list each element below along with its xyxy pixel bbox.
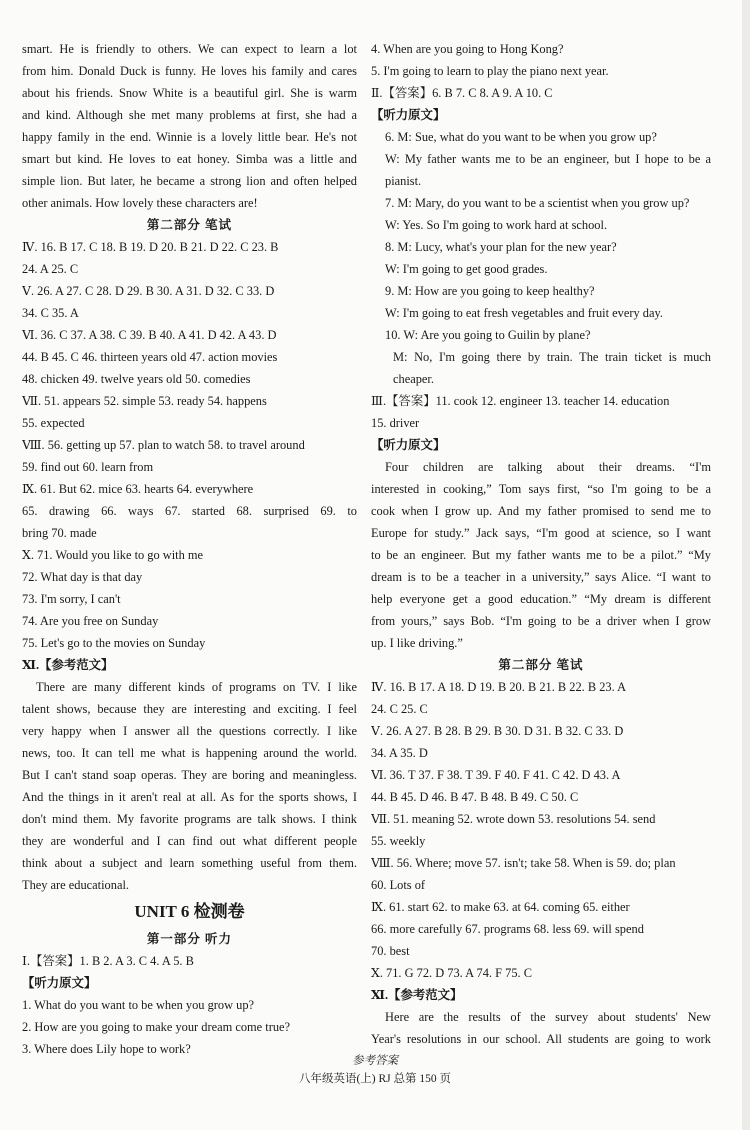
right-text-line: up. I like driving.” (371, 636, 463, 650)
right-text-line: Europe for study.” Jack says, “I'm good at science, so I want (371, 526, 711, 540)
left-text-line: about his friends. Snow White is a beautiful girl. She is warm (22, 86, 357, 100)
left-text-line: think about a subject and learn something useful from them. (22, 856, 357, 870)
left-text-line: Ⅵ. 36. C 37. A 38. C 39. B 40. A 41. D 42. A 43. D (22, 328, 277, 342)
left-text-line: smart. He is friendly to others. We can expect to learn a lot (22, 42, 357, 56)
right-text-line: 【听力原文】 (371, 438, 446, 452)
left-text-line: UNIT 6 检测卷 (134, 902, 245, 921)
right-text-line: 24. C 25. C (371, 702, 428, 716)
left-text-line: talent shows, because they are interesting and exciting. I feel (22, 702, 357, 716)
right-text-line: 8. M: Lucy, what's your plan for the new year? (385, 240, 617, 254)
left-text-line: 48. chicken 49. twelve years old 50. comedies (22, 372, 251, 386)
right-text-line: help everyone get a good education.” “My dream is different (371, 592, 711, 606)
left-text-line: 55. expected (22, 416, 85, 430)
right-text-line: Ⅶ. 51. meaning 52. wrote down 53. resolutions 54. send (371, 812, 656, 826)
left-column (22, 38, 357, 1060)
right-text-line: pianist. (385, 174, 422, 188)
page-footer (0, 1052, 750, 1088)
right-text-line: cook when I grow up. And my father promised to send me to (371, 504, 711, 518)
left-text-line: happy family in the end. Winnie is a lovely little bear. He's not (22, 130, 357, 144)
right-text-line: Ⅺ.【参考范文】 (371, 988, 463, 1002)
right-text-line: from yours,” says Bob. “I'm going to be a driver when I grow (371, 614, 711, 628)
right-text-line: Ⅸ. 61. start 62. to make 63. at 64. coming 65. either (371, 900, 630, 914)
left-text-line: Ⅳ. 16. B 17. C 18. B 19. D 20. B 21. D 22. C 23. B (22, 240, 279, 254)
right-text-line: 5. I'm going to learn to play the piano next year. (371, 64, 609, 78)
right-text-line: interested in cooking,” Tom says first, “so I'm going to be a (371, 482, 711, 496)
right-text-line: cheaper. (393, 372, 434, 386)
footer-title: 参考答案 (352, 1055, 398, 1067)
right-text-line: Ⅳ. 16. B 17. A 18. D 19. B 20. B 21. B 22. B 23. A (371, 680, 627, 694)
right-text-line: 9. M: How are you going to keep healthy? (385, 284, 595, 298)
right-text-line: 70. best (371, 944, 410, 958)
left-text-line: 44. B 45. C 46. thirteen years old 47. action movies (22, 350, 278, 364)
left-text-line: Ⅰ.【答案】1. B 2. A 3. C 4. A 5. B (22, 954, 194, 968)
left-text-line: Ⅹ. 71. Would you like to go with me (22, 548, 204, 562)
right-text-line: Year's resolutions in our school. All students are going to work (371, 1032, 711, 1046)
left-text-line: 【听力原文】 (22, 976, 97, 990)
page-fold (742, 0, 750, 1130)
right-text-line: 6. M: Sue, what do you want to be when you grow up? (385, 130, 657, 144)
right-text-line: 60. Lots of (371, 878, 426, 892)
right-text-line: 4. When are you going to Hong Kong? (371, 42, 564, 56)
right-text-line: W: My father wants me to be an engineer, but I hope to be a (385, 152, 711, 166)
left-text-line: 34. C 35. A (22, 306, 79, 320)
right-text-line: M: No, I'm going there by train. The train ticket is much (393, 350, 711, 364)
right-text-line: Four children are talking about their dreams. “I'm (385, 460, 711, 474)
left-text-line: news, too. It can tell me what is happening around the world. (22, 746, 357, 760)
right-text-line: W: I'm going to eat fresh vegetables and fruit every day. (385, 306, 663, 320)
left-text-line: and kind. Although she met many problems at first, she had a (22, 108, 357, 122)
left-text-line: 第二部分 笔试 (146, 218, 233, 232)
right-text-line: 7. M: Mary, do you want to be a scientist when you grow up? (385, 196, 690, 210)
right-text-line: W: I'm going to get good grades. (385, 262, 548, 276)
left-text-line: 59. find out 60. learn from (22, 460, 154, 474)
right-text-line: Ⅲ.【答案】11. cook 12. engineer 13. teacher 14. education (371, 394, 670, 408)
footer-page-number: 八年级英语(上) RJ 总第 150 页 (298, 1073, 452, 1085)
left-text-line: bring 70. made (22, 526, 97, 540)
right-text-line: 66. more carefully 67. programs 68. less 69. will spend (371, 922, 644, 936)
left-text-line: other animals. How lovely these characters are! (22, 196, 258, 210)
left-text-line: There are many different kinds of programs on TV. I like (36, 680, 357, 694)
left-text-line: 74. Are you free on Sunday (22, 614, 159, 628)
left-text-line: 75. Let's go to the movies on Sunday (22, 636, 206, 650)
left-text-line: Ⅸ. 61. But 62. mice 63. hearts 64. everywhere (22, 482, 254, 496)
right-text-line: 【听力原文】 (371, 108, 446, 122)
left-text-line: Ⅷ. 56. getting up 57. plan to watch 58. to travel around (22, 438, 305, 452)
right-text-line: to be an engineer. But my father wants me to be a pilot.” “My (371, 548, 711, 562)
left-text-line: 65. drawing 66. ways 67. started 68. surprised 69. to (22, 504, 357, 518)
right-column (371, 38, 711, 1050)
right-text-line: 第二部分 笔试 (498, 658, 584, 672)
left-text-line: Ⅶ. 51. appears 52. simple 53. ready 54. happens (22, 394, 267, 408)
left-text-line: 73. I'm sorry, I can't (22, 592, 121, 606)
left-text-line: from him. Donald Duck is funny. He loves his family and cares (22, 64, 357, 78)
left-text-line: 1. What do you want to be when you grow up? (22, 998, 255, 1012)
left-text-line: 72. What day is that day (22, 570, 143, 584)
left-text-line: And the things in it aren't real at all. As for the sports shows, I (22, 790, 357, 804)
right-text-line: Ⅷ. 56. Where; move 57. isn't; take 58. When is 59. do; plan (371, 856, 676, 870)
right-text-line: Ⅵ. 36. T 37. F 38. T 39. F 40. F 41. C 42. D 43. A (371, 768, 621, 782)
left-text-line: Ⅺ.【参考范文】 (22, 658, 114, 672)
left-text-line: They are educational. (22, 878, 129, 892)
left-text-line: 第一部分 听力 (146, 932, 233, 946)
right-text-line: 44. B 45. D 46. B 47. B 48. B 49. C 50. C (371, 790, 579, 804)
right-text-line: Ⅹ. 71. G 72. D 73. A 74. F 75. C (371, 966, 532, 980)
left-text-line: 2. How are you going to make your dream come true? (22, 1020, 291, 1034)
left-text-line: simple lion. But later, he became a strong lion and often helped (22, 174, 357, 188)
right-text-line: 55. weekly (371, 834, 426, 848)
right-text-line: Ⅱ.【答案】6. B 7. C 8. A 9. A 10. C (371, 86, 553, 100)
right-text-line: 10. W: Are you going to Guilin by plane? (385, 328, 591, 342)
right-text-line: W: Yes. So I'm going to work hard at school. (385, 218, 608, 232)
right-text-line: 34. A 35. D (371, 746, 428, 760)
right-text-line: Here are the results of the survey about students' New (385, 1010, 711, 1024)
right-text-line: Ⅴ. 26. A 27. B 28. B 29. B 30. D 31. B 32. C 33. D (371, 724, 624, 738)
left-text-line: 24. A 25. C (22, 262, 79, 276)
left-text-line: Ⅴ. 26. A 27. C 28. D 29. B 30. A 31. D 32. C 33. D (22, 284, 275, 298)
left-text-line: very happy when I answer all the questions correctly. I like (22, 724, 357, 738)
left-text-line: they are wonderful and I can find out what different people (22, 834, 357, 848)
left-text-line: But I can't stand soap operas. They are boring and meaningless. (22, 768, 357, 782)
left-text-line: don't mind them. My favorite programs are talk shows. I think (22, 812, 357, 826)
right-text-line: dream is to be a teacher in a university,” says Alice. “I want to (371, 570, 711, 584)
left-text-line: smart but kind. He loves to eat honey. Simba was a little and (22, 152, 357, 166)
right-text-line: 15. driver (371, 416, 420, 430)
left-text-line: 3. Where does Lily hope to work? (22, 1042, 191, 1056)
